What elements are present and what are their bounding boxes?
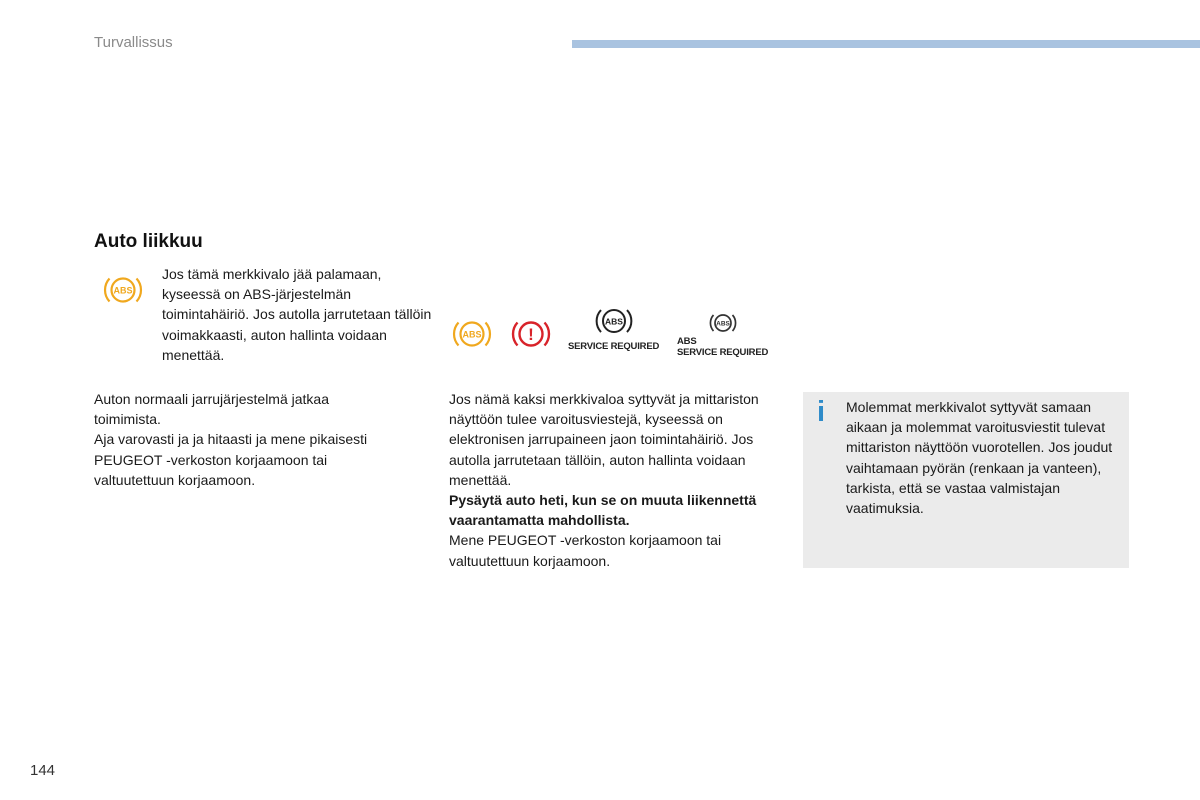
service-required-label-2: SERVICE REQUIRED: [677, 347, 769, 358]
brake-warning-icon: [511, 316, 551, 352]
info-icon: i: [817, 396, 826, 428]
abs-icon-text: ABS: [113, 285, 133, 296]
section-title: Turvallissus: [94, 34, 173, 51]
abs-label: ABS: [677, 336, 697, 347]
header-accent-bar: [572, 40, 1200, 48]
stop-warning-text: Pysäytä auto heti, kun se on muuta liikennettä vaarantamatta mahdollista.: [449, 492, 757, 529]
abs-lamp-icon: [452, 316, 492, 352]
both-lights-text: Jos nämä kaksi merkkivaloa syttyvät ja mittariston näyttöön tulee varoitusviestejä, kyseessä on elektronisen jarrupaineen jaon toimintahäiriö. Jos autolla jarrutetaan tällöin, auton hallinta voidaan menettää.: [449, 391, 759, 488]
go-to-workshop-text: Mene PEUGEOT -verkoston korjaamoon tai valtuutettuun korjaamoon.: [449, 532, 722, 569]
both-lights-paragraph: [449, 389, 769, 571]
normal-brakes-paragraph: [94, 389, 394, 490]
abs-lamp-text: ABS: [462, 329, 482, 340]
section-heading: Auto liikkuu: [94, 231, 203, 252]
abs-warning-icon: [103, 272, 143, 308]
abs-service-small-icon-text: ABS: [716, 320, 730, 328]
page-number: 144: [30, 762, 56, 779]
service-required-label: SERVICE REQUIRED: [568, 341, 660, 352]
normal-brakes-line-2: Aja varovasti ja ja hitaasti ja mene pikaisesti PEUGEOT -verkoston korjaamoon tai valtuutettuun korjaamoon.: [94, 431, 368, 488]
abs-service-required-icon: [592, 304, 636, 338]
brake-icon-text: !: [528, 325, 534, 344]
abs-warning-paragraph: Jos tämä merkkivalo jää palamaan, kyseessä on ABS-järjestelmän toimintahäiriö. Jos autolla jarrutetaan tällöin voimakkaasti, auton hallinta voidaan menettää.: [162, 266, 432, 363]
info-note-text: Molemmat merkkivalot syttyvät samaan aikaan ja molemmat varoitusviestit tulevat mittariston näyttöön vuorotellen. Jos joudut vaihtamaan pyörän (renkaan ja vanteen), tarkista, että se vastaa valmistajan vaatimuksia.: [846, 399, 1113, 517]
normal-brakes-line-1: Auton normaali jarrujärjestelmä jatkaa toimimista.: [94, 391, 329, 428]
abs-service-required-small-icon: [707, 310, 739, 336]
abs-service-icon-text: ABS: [605, 316, 623, 327]
